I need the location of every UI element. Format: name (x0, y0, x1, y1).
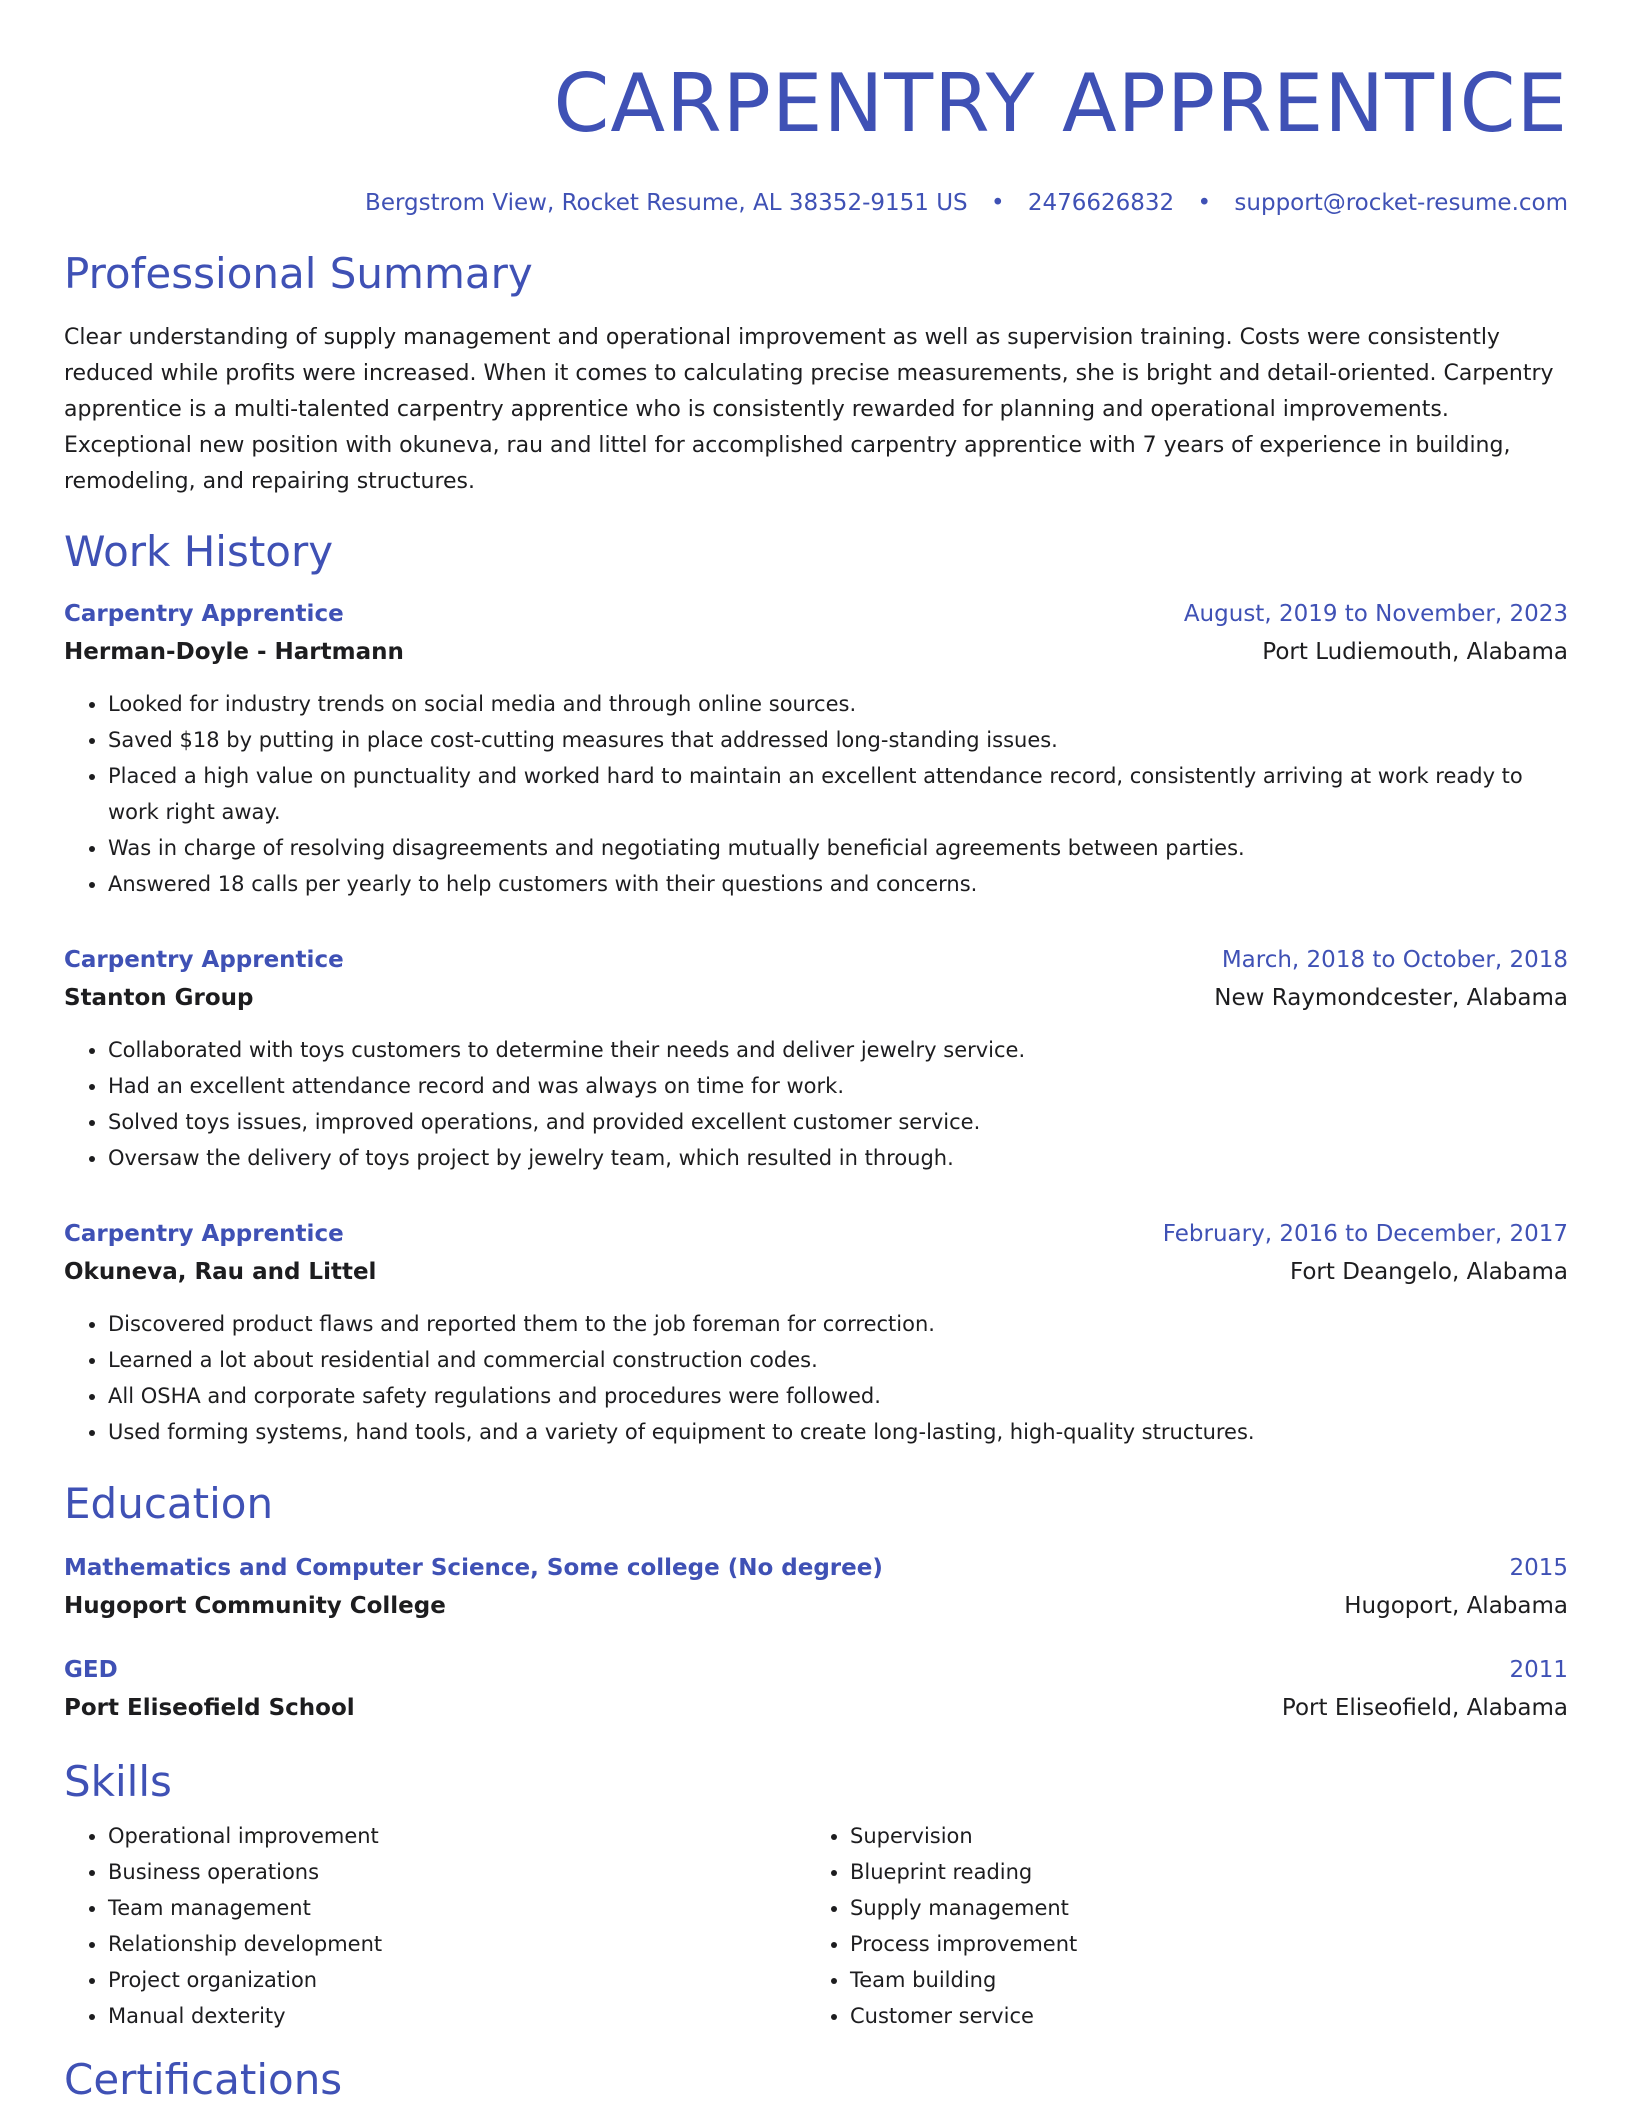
education-heading: Education (64, 1479, 274, 1528)
skill-item: • Manual dexterity (108, 1998, 806, 2034)
skills-heading: Skills (64, 1757, 172, 1806)
job-location: Port Ludiemouth, Alabama (1262, 639, 1568, 665)
skill-item: • Blueprint reading (850, 1854, 1548, 1890)
job-bullet: • Solved toys issues, improved operations, and provided excellent customer service. (108, 1104, 1568, 1140)
job-location: Fort Deangelo, Alabama (1289, 1259, 1568, 1285)
skill-item: • Operational improvement (108, 1818, 806, 1854)
skill-item: • Relationship development (108, 1926, 806, 1962)
job-company: Herman-Doyle - Hartmann (64, 639, 404, 665)
work-entry (64, 1216, 1568, 1450)
job-company: Okuneva, Rau and Littel (64, 1259, 377, 1285)
education-year: 2011 (1509, 1657, 1568, 1683)
education-entry (64, 1652, 1568, 1728)
education-location: Hugoport, Alabama (1344, 1593, 1568, 1619)
education-location: Port Eliseofield, Alabama (1281, 1695, 1568, 1721)
summary-text: Clear understanding of supply management and operational improvement as well as supervision training. Costs were consistently reduced while profits were increased. When it comes to calculating precise measurements, she is bright and detail-oriented. Carpentry apprentice is a multi-talented carpentry apprentice who is consistently rewarded for planning and operational improvements. Exceptional new position with okuneva, rau and littel for accomplished carpentry apprentice with 7 years of experience in building, remodeling, and repairing structures. (64, 325, 1554, 494)
resume-name: CARPENTRY APPRENTICE (553, 57, 1568, 150)
work-entry (64, 596, 1568, 902)
contact-email: support@rocket-resume.com (1234, 190, 1568, 216)
skills-list (64, 1818, 1568, 2034)
job-bullet: • Looked for industry trends on social media and through online sources. (108, 686, 1568, 722)
skill-item: • Supervision (850, 1818, 1548, 1854)
skill-item: • Customer service (850, 1998, 1548, 2034)
job-bullet: • All OSHA and corporate safety regulations and procedures were followed. (108, 1378, 1568, 1414)
job-bullets (64, 1306, 1568, 1450)
job-company: Stanton Group (64, 985, 254, 1011)
skill-item: • Team management (108, 1890, 806, 1926)
skill-item: • Process improvement (850, 1926, 1548, 1962)
job-bullets (64, 686, 1568, 902)
job-bullet: • Answered 18 calls per yearly to help customers with their questions and concerns. (108, 866, 1568, 902)
job-bullets (64, 1032, 1568, 1176)
job-bullet: • Discovered product flaws and reported them to the job foreman for correction. (108, 1306, 1568, 1342)
job-title: Carpentry Apprentice (64, 1221, 344, 1247)
education-degree: Mathematics and Computer Science, Some college (No degree) (64, 1555, 883, 1581)
job-location: New Raymondcester, Alabama (1214, 985, 1568, 1011)
job-title: Carpentry Apprentice (64, 947, 344, 973)
work-entry (64, 942, 1568, 1176)
job-bullet: • Had an excellent attendance record and was always on time for work. (108, 1068, 1568, 1104)
job-dates: March, 2018 to October, 2018 (1221, 947, 1568, 973)
certifications-heading: Certifications (64, 2055, 343, 2104)
skill-item: • Team building (850, 1962, 1548, 1998)
contact-line (64, 188, 1568, 218)
job-bullet: • Placed a high value on punctuality and worked hard to maintain an excellent attendance record, consistently arriving at work ready to work right away. (108, 758, 1568, 830)
skill-item: • Business operations (108, 1854, 806, 1890)
contact-address: Bergstrom View, Rocket Resume, AL 38352-9151 US (365, 190, 968, 216)
education-school: Hugoport Community College (64, 1593, 446, 1619)
skill-item: • Project organization (108, 1962, 806, 1998)
contact-separator: • (1197, 190, 1212, 216)
contact-phone: 2476626832 (1027, 190, 1175, 216)
work-history-heading: Work History (64, 527, 334, 576)
job-bullet: • Was in charge of resolving disagreements and negotiating mutually beneficial agreements between parties. (108, 830, 1568, 866)
summary-heading: Professional Summary (64, 249, 533, 298)
job-bullet: • Used forming systems, hand tools, and a variety of equipment to create long-lasting, high-quality structures. (108, 1414, 1568, 1450)
job-bullet: • Oversaw the delivery of toys project by jewelry team, which resulted in through. (108, 1140, 1568, 1176)
job-title: Carpentry Apprentice (64, 601, 344, 627)
education-year: 2015 (1509, 1555, 1568, 1581)
skill-item: • Supply management (850, 1890, 1548, 1926)
job-dates: February, 2016 to December, 2017 (1162, 1221, 1568, 1247)
skills-column-right (806, 1818, 1548, 2034)
skills-column-left (64, 1818, 806, 2034)
contact-separator: • (990, 190, 1005, 216)
education-entry (64, 1550, 1568, 1626)
job-bullet: • Collaborated with toys customers to determine their needs and deliver jewelry service. (108, 1032, 1568, 1068)
education-school: Port Eliseofield School (64, 1695, 355, 1721)
job-bullet: • Saved $18 by putting in place cost-cutting measures that addressed long-standing issues. (108, 722, 1568, 758)
job-dates: August, 2019 to November, 2023 (1183, 601, 1568, 627)
education-degree: GED (64, 1657, 118, 1683)
job-bullet: • Learned a lot about residential and commercial construction codes. (108, 1342, 1568, 1378)
